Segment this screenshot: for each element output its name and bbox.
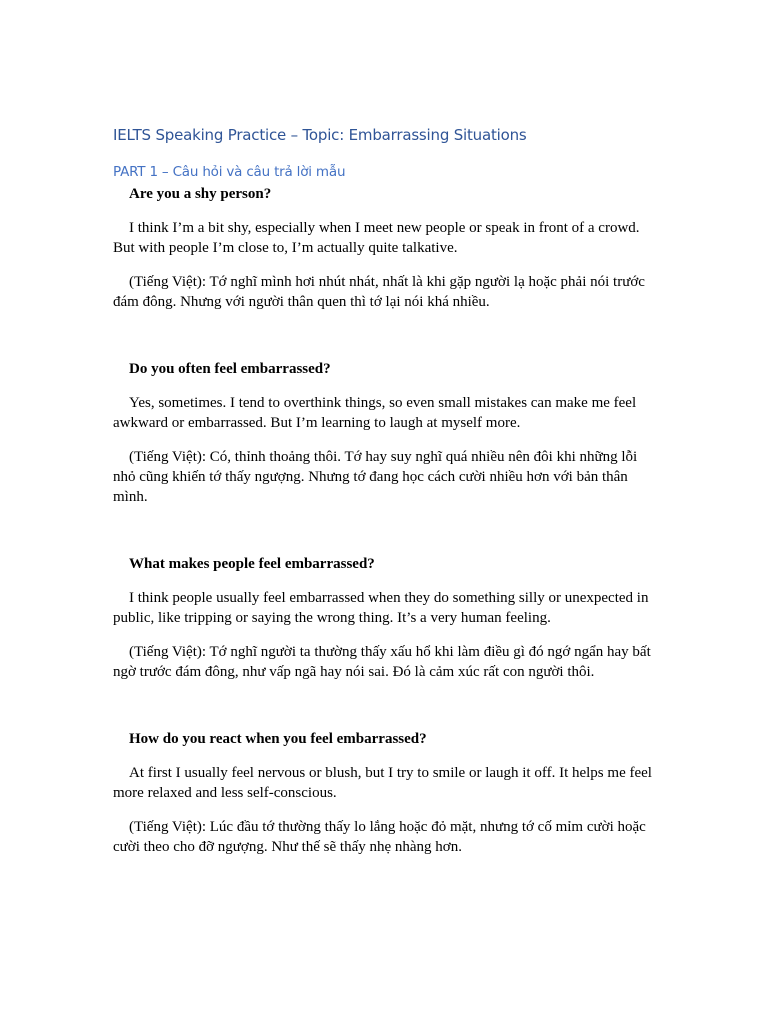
answer-vietnamese: (Tiếng Việt): Có, thỉnh thoảng thôi. Tớ hay suy nghĩ quá nhiều nên đôi khi những lỗi nhỏ cũng khiến tớ thấy ngượng. Nhưng tớ đang học cách cười nhiều hơn với bản thân mình. — [113, 449, 638, 505]
qa-block-1 — [113, 184, 658, 312]
answer-english: Yes, sometimes. I tend to overthink things, so even small mistakes can make me feel awkward or embarrassed. But I’m learning to laugh at myself more. — [113, 395, 637, 431]
answer-english: At first I usually feel nervous or blush, but I try to smile or laugh it off. It helps me feel more relaxed and less self-conscious. — [113, 765, 652, 801]
qa-block-4 — [113, 729, 658, 857]
qa-block-3 — [113, 554, 658, 682]
answer-vietnamese: (Tiếng Việt): Tớ nghĩ người ta thường thấy xấu hổ khi làm điều gì đó ngớ ngẩn hay bất ngờ trước đám đông, như vấp ngã hay nói sai. Đó là cảm xúc rất con người thôi. — [113, 644, 651, 680]
answer-english: I think people usually feel embarrassed when they do something silly or unexpected in public, like tripping or saying the wrong thing. It’s a very human feeling. — [113, 590, 649, 626]
section-heading: PART 1 – Câu hỏi và câu trả lời mẫu — [113, 164, 346, 180]
question: Do you often feel embarrassed? — [129, 361, 331, 377]
question: What makes people feel embarrassed? — [129, 556, 375, 572]
page-title: IELTS Speaking Practice – Topic: Embarrassing Situations — [113, 126, 527, 144]
question: Are you a shy person? — [129, 186, 272, 202]
answer-vietnamese: (Tiếng Việt): Lúc đầu tớ thường thấy lo lắng hoặc đỏ mặt, nhưng tớ cố mỉm cười hoặc cười theo cho đỡ ngượng. Như thế sẽ thấy nhẹ nhàng hơn. — [113, 819, 646, 855]
question: How do you react when you feel embarrassed? — [129, 731, 427, 747]
document-page — [113, 0, 658, 1024]
answer-english: I think I’m a bit shy, especially when I meet new people or speak in front of a crowd. But with people I’m close to, I’m actually quite talkative. — [113, 220, 640, 256]
answer-vietnamese: (Tiếng Việt): Tớ nghĩ mình hơi nhút nhát, nhất là khi gặp người lạ hoặc phải nói trước đám đông. Nhưng với người thân quen thì tớ lại nói khá nhiều. — [113, 274, 645, 310]
qa-block-2 — [113, 359, 658, 507]
